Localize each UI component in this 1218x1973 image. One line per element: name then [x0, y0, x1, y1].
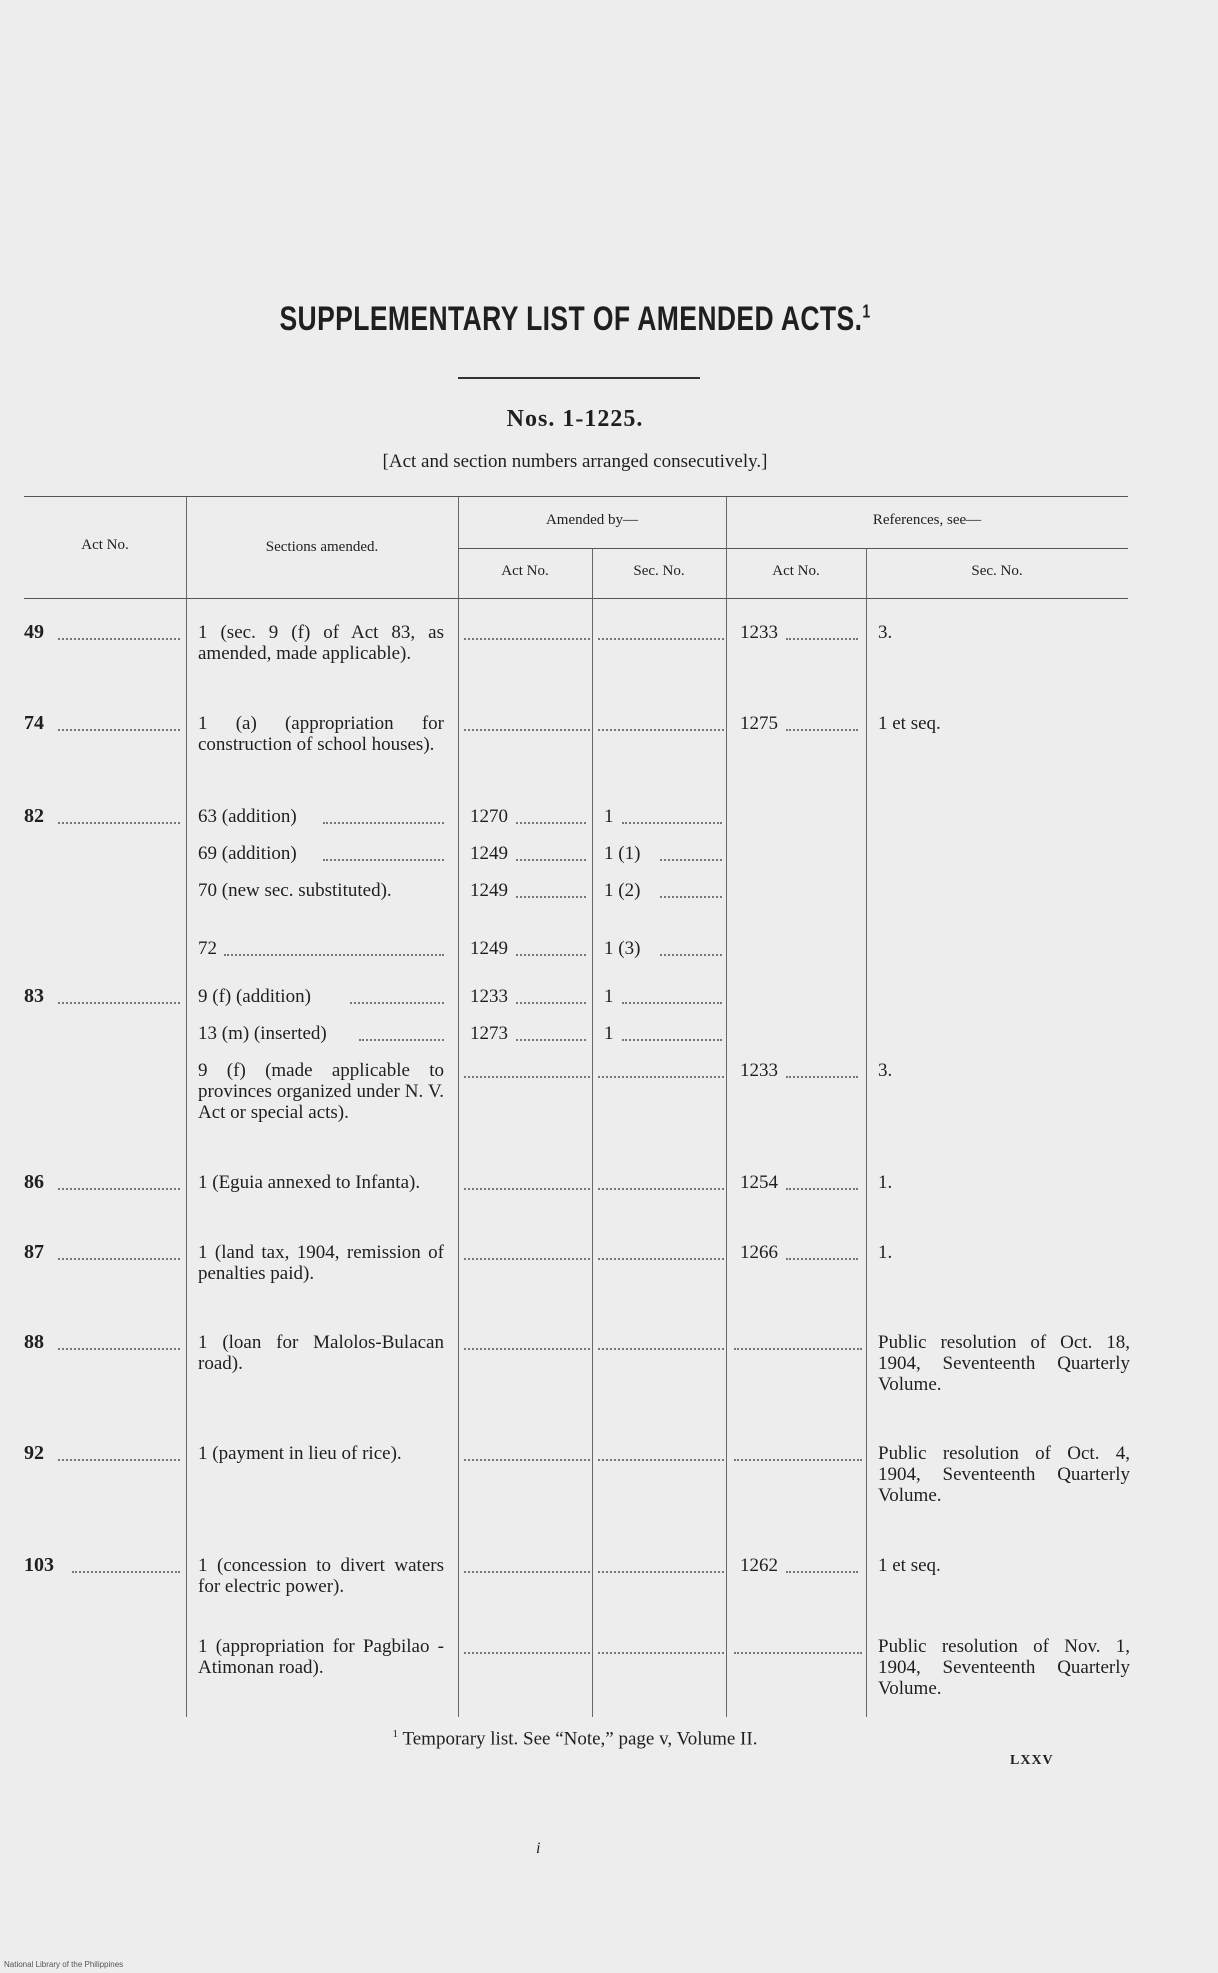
- section-amended: 69 (addition): [198, 843, 297, 864]
- amended-sec-number: 1 (3): [604, 938, 641, 959]
- leader-dots: [516, 1038, 586, 1041]
- page-number: LXXV: [1010, 1753, 1054, 1768]
- header-ref-sec-no: Sec. No.: [971, 563, 1023, 579]
- leader-dots: [598, 637, 724, 640]
- leader-dots: [58, 1001, 180, 1004]
- leader-dots: [734, 1347, 862, 1350]
- reference-sec-number: 1 et seq.: [878, 1555, 941, 1576]
- reference-act-number: 1233: [740, 622, 778, 643]
- leader-dots: [516, 895, 586, 898]
- leader-dots: [516, 821, 586, 824]
- leader-dots: [464, 1651, 590, 1654]
- leader-dots: [464, 637, 590, 640]
- leader-dots: [58, 1257, 180, 1260]
- leader-dots: [598, 1458, 724, 1461]
- leader-dots: [224, 953, 444, 956]
- section-amended: 9 (f) (addition): [198, 986, 311, 1007]
- section-amended: 1 (appropriation for Pagbilao - Atimonan road).: [198, 1636, 444, 1678]
- title-rule: [458, 377, 700, 379]
- act-number: 87: [24, 1241, 44, 1263]
- act-number: 74: [24, 712, 44, 734]
- leader-dots: [58, 1347, 180, 1350]
- table-top-rule: [24, 496, 1128, 497]
- footnote-mark: 1: [392, 1728, 399, 1740]
- reference-sec-number: 3.: [878, 622, 893, 643]
- act-number: 92: [24, 1442, 44, 1464]
- leader-dots: [598, 1347, 724, 1350]
- leader-dots: [58, 728, 180, 731]
- act-number: 49: [24, 621, 44, 643]
- act-number: 103: [24, 1554, 54, 1576]
- reference-act-number: 1254: [740, 1172, 778, 1193]
- leader-dots: [786, 1570, 858, 1573]
- amended-sec-number: 1: [604, 806, 614, 827]
- section-amended: 1 (Eguia annexed to Infanta).: [198, 1172, 421, 1193]
- leader-dots: [464, 1458, 590, 1461]
- arrangement-note: [Act and section numbers arranged consecutively.]: [382, 451, 768, 472]
- leader-dots: [598, 1187, 724, 1190]
- reference-sec-number: Public resolution of Nov. 1, 1904, Seventeenth Quarterly Volume.: [878, 1636, 1130, 1699]
- column-divider: [592, 549, 593, 1717]
- leader-dots: [464, 1187, 590, 1190]
- leader-dots: [660, 895, 722, 898]
- leader-dots: [622, 1001, 722, 1004]
- act-number: 82: [24, 805, 44, 827]
- subtitle: Nos. 1-1225.: [506, 406, 644, 432]
- reference-sec-number: 3.: [878, 1060, 893, 1081]
- leader-dots: [598, 1570, 724, 1573]
- act-number: 86: [24, 1171, 44, 1193]
- amended-act-number: 1273: [470, 1023, 508, 1044]
- header-amended-act-no: Act No.: [501, 563, 549, 579]
- amended-act-number: 1249: [470, 843, 508, 864]
- header-act-no: Act No.: [81, 537, 129, 553]
- section-amended: 70 (new sec. substituted).: [198, 880, 392, 901]
- page-title: SUPPLEMENTARY LIST OF AMENDED ACTS.$^1$: [279, 300, 871, 338]
- leader-dots: [622, 821, 722, 824]
- footnote: $^1$ Temporary list. See “Note,” page v, Volume II.: [392, 1728, 758, 1750]
- leader-dots: [58, 821, 180, 824]
- title-footnote-mark: 1: [862, 301, 871, 322]
- amended-sec-number: 1: [604, 1023, 614, 1044]
- amended-act-number: 1233: [470, 986, 508, 1007]
- section-amended: 72: [198, 938, 217, 959]
- section-amended: 63 (addition): [198, 806, 297, 827]
- leader-dots: [786, 1257, 858, 1260]
- section-amended: 13 (m) (inserted): [198, 1023, 327, 1044]
- reference-sec-number: 1 et seq.: [878, 713, 941, 734]
- amended-sec-number: 1 (2): [604, 880, 641, 901]
- reference-sec-number: Public resolution of Oct. 18, 1904, Seventeenth Quarterly Volume.: [878, 1332, 1130, 1395]
- leader-dots: [464, 728, 590, 731]
- leader-dots: [734, 1651, 862, 1654]
- leader-dots: [359, 1038, 444, 1041]
- leader-dots: [786, 1187, 858, 1190]
- leader-dots: [323, 858, 444, 861]
- reference-act-number: 1266: [740, 1242, 778, 1263]
- leader-dots: [516, 953, 586, 956]
- column-divider: [866, 549, 867, 1717]
- section-amended: 9 (f) (made applicable to provinces organized under N. V. Act or special acts).: [198, 1060, 444, 1123]
- reference-sec-number: 1.: [878, 1172, 893, 1193]
- library-credit: National Library of the Philippines: [4, 1960, 124, 1969]
- leader-dots: [598, 1651, 724, 1654]
- section-amended: 1 (a) (appropriation for construction of school houses).: [198, 713, 444, 755]
- leader-dots: [598, 1075, 724, 1078]
- leader-dots: [516, 858, 586, 861]
- section-amended: 1 (concession to divert waters for electric power).: [198, 1555, 444, 1597]
- leader-dots: [622, 1038, 722, 1041]
- leader-dots: [58, 1187, 180, 1190]
- column-divider: [458, 497, 459, 1717]
- header-amended-by: Amended by—: [545, 512, 639, 528]
- leader-dots: [72, 1570, 180, 1573]
- act-number: 83: [24, 985, 44, 1007]
- leader-dots: [350, 1001, 444, 1004]
- leader-dots: [660, 953, 722, 956]
- leader-dots: [464, 1347, 590, 1350]
- header-sections-amended: Sections amended.: [265, 539, 379, 555]
- leader-dots: [598, 728, 724, 731]
- header-references: References, see—: [872, 512, 982, 528]
- header-amended-sec-no: Sec. No.: [633, 563, 685, 579]
- header-ref-act-no: Act No.: [772, 563, 820, 579]
- act-number: 88: [24, 1331, 44, 1353]
- leader-dots: [786, 637, 858, 640]
- leader-dots: [464, 1570, 590, 1573]
- leader-dots: [786, 1075, 858, 1078]
- section-amended: 1 (land tax, 1904, remission of penalties paid).: [198, 1242, 444, 1284]
- leader-dots: [464, 1075, 590, 1078]
- amended-sec-number: 1: [604, 986, 614, 1007]
- reference-act-number: 1233: [740, 1060, 778, 1081]
- section-amended: 1 (loan for Malolos-Bulacan road).: [198, 1332, 444, 1374]
- section-amended: 1 (sec. 9 (f) of Act 83, as amended, made applicable).: [198, 622, 444, 664]
- amended-act-number: 1270: [470, 806, 508, 827]
- leader-dots: [464, 1257, 590, 1260]
- header-bottom-rule: [24, 598, 1128, 599]
- column-divider: [186, 497, 187, 1717]
- reference-sec-number: 1.: [878, 1242, 893, 1263]
- leader-dots: [786, 728, 858, 731]
- amended-sec-number: 1 (1): [604, 843, 641, 864]
- amended-act-number: 1249: [470, 880, 508, 901]
- leader-dots: [598, 1257, 724, 1260]
- leader-dots: [660, 858, 722, 861]
- scan-mark: i: [536, 1840, 541, 1857]
- leader-dots: [58, 1458, 180, 1461]
- leader-dots: [516, 1001, 586, 1004]
- leader-dots: [323, 821, 444, 824]
- leader-dots: [58, 637, 180, 640]
- section-amended: 1 (payment in lieu of rice).: [198, 1443, 402, 1464]
- reference-act-number: 1262: [740, 1555, 778, 1576]
- amended-act-number: 1249: [470, 938, 508, 959]
- reference-act-number: 1275: [740, 713, 778, 734]
- reference-sec-number: Public resolution of Oct. 4, 1904, Seventeenth Quarterly Volume.: [878, 1443, 1130, 1506]
- column-divider: [726, 497, 727, 1717]
- header-mid-rule: [458, 548, 1128, 549]
- leader-dots: [734, 1458, 862, 1461]
